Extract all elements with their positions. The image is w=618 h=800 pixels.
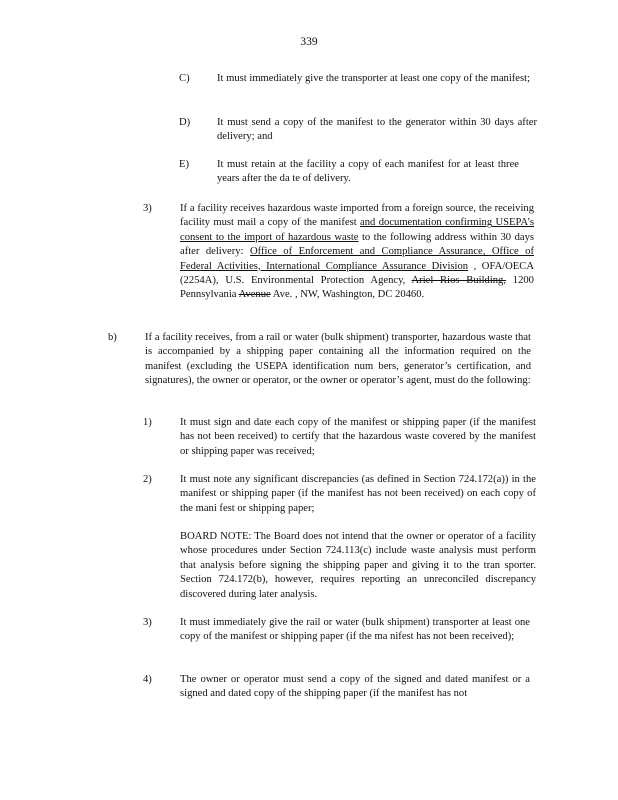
item-e-text: It must retain at the facility a copy of each manifest for at least three years after the da te of delivery. xyxy=(217,159,519,185)
item-label-b2: 2) xyxy=(143,474,152,485)
item-label-b: b) xyxy=(108,332,117,343)
item-a3-text xyxy=(180,202,534,303)
item-b2-text: It must note any significant discrepancies (as defined in Section 724.172(a)) in the manifest or shipping paper (if the manifest has not been received) on each copy of the mani fest or shipping paper; xyxy=(180,474,536,514)
item-c-text: It must immediately give the transporter at least one copy of the manifest; xyxy=(217,73,531,84)
item-b4-text: The owner or operator must send a copy of the signed and dated manifest or a signed and dated copy of the shipping paper (if the manifest has not xyxy=(180,674,530,700)
a3-deleted-text: Avenue xyxy=(238,289,271,301)
item-d-text: It must send a copy of the manifest to the generator within 30 days after delivery; and xyxy=(217,117,537,143)
item-label-d: D) xyxy=(179,117,191,128)
item-label-c: C) xyxy=(179,73,190,84)
a3-text-part: 1200 Pennsylvania xyxy=(180,275,534,301)
item-label-b3: 3) xyxy=(143,617,152,628)
a3-text-part: to the following address within 30 days after delivery: xyxy=(180,231,534,258)
item-b-text: If a facility receives, from a rail or water (bulk shipment) transporter, hazardous waste that is accompanied by a shipping paper containing all the information required on the manifest (excluding the USEPA identification num bers, generator’s certification, and signatures), the owner or operator, or the owner or operator’s agent, must do the following: xyxy=(145,332,531,387)
item-label-b1: 1) xyxy=(143,417,152,428)
a3-inserted-text: Office of Enforcement and Compliance Assurance, Office of Federal Activities, International Compliance Assurance Division xyxy=(180,246,534,272)
item-label-a3: 3) xyxy=(143,203,152,214)
a3-text-part: Ave. , NW, Washington, DC 20460. xyxy=(270,289,425,301)
a3-text-part: If a facility receives hazardous waste imported from a foreign source, the receiving facility must mail a copy of the manifest xyxy=(180,203,534,229)
item-label-b4: 4) xyxy=(143,674,152,685)
item-b3-text: It must immediately give the rail or water (bulk shipment) transporter at least one copy of the manifest or shipping paper (if the ma nifest has not been received); xyxy=(180,617,530,643)
item-label-e: E) xyxy=(179,159,189,170)
board-note: BOARD NOTE: The Board does not intend that the owner or operator of a facility whose procedures under Section 724.113(c) include waste analysis must perform that analysis before signing the shipping paper and giving it to the tran sporter. Section 724.172(b), however, requires reporting an unreconciled discrepancy discovered during later analysis. xyxy=(180,531,536,600)
page-number: 339 xyxy=(300,36,318,48)
a3-deleted-text: Ariel Rios Building, xyxy=(411,275,507,287)
a3-inserted-text: and documentation confirming USEPA’s consent to the import of hazardous waste xyxy=(180,217,534,243)
item-b1-text: It must sign and date each copy of the manifest or shipping paper (if the manifest has not been received) to certify that the hazardous waste covered by the manifest or shipping paper was received; xyxy=(180,417,536,457)
a3-text-part: , OFA/OECA (2254A), U.S. Environmental Protection Agency, xyxy=(180,260,534,287)
